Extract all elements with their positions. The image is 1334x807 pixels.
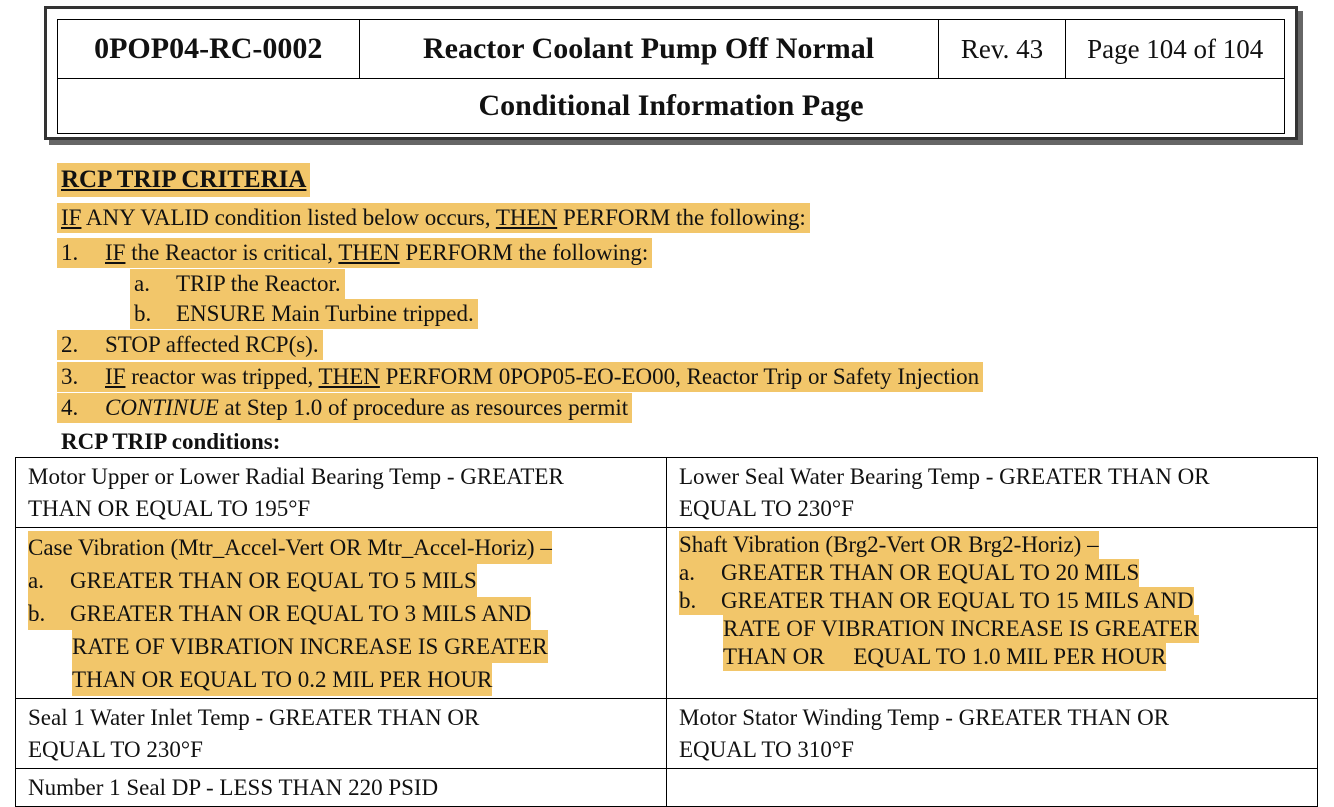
table-cell	[667, 528, 1318, 699]
table-cell	[667, 699, 1318, 769]
cell-line	[28, 597, 531, 630]
cell-line	[28, 564, 477, 597]
header-row	[57, 19, 1285, 79]
item-text: reactor was tripped,	[125, 364, 319, 389]
sub-item-letter: b.	[28, 601, 46, 626]
item-text: STOP affected RCP(s).	[105, 332, 319, 357]
table-row	[16, 699, 1318, 769]
list-item	[57, 330, 323, 360]
sub-item-letter: a.	[679, 560, 695, 585]
cell-line: Seal 1 Water Inlet Temp - GREATER THAN OR	[28, 705, 480, 730]
cell-line: Motor Upper or Lower Radial Bearing Temp - GREATER	[28, 464, 564, 489]
sub-item-letter: b.	[134, 301, 152, 326]
table-row	[16, 769, 1318, 807]
page-subtitle: Conditional Information Page	[57, 79, 1285, 134]
cell-line	[679, 559, 1139, 587]
list-item	[57, 238, 652, 268]
sub-item-letter: a.	[134, 271, 150, 296]
criteria-intro	[57, 203, 810, 233]
item-number: 3.	[61, 364, 79, 389]
cell-line: EQUAL TO 230°F	[679, 496, 854, 521]
sub-item-text: GREATER THAN OR EQUAL TO 5 MILS	[70, 568, 477, 593]
criteria-heading: RCP TRIP CRITERIA	[57, 163, 310, 197]
cell-line: Motor Stator Winding Temp - GREATER THAN OR	[679, 705, 1170, 730]
table-cell	[16, 699, 667, 769]
item-text: PERFORM the following:	[399, 240, 649, 265]
item-text: at Step 1.0 of procedure as resources permit	[218, 395, 629, 420]
intro-text: PERFORM the following:	[557, 205, 806, 230]
revision: Rev. 43	[939, 20, 1067, 78]
cell-line	[679, 587, 1194, 615]
if-keyword: IF	[105, 240, 126, 265]
list-item	[57, 393, 632, 423]
table-row	[16, 528, 1318, 699]
page-number: Page 104 of 104	[1087, 33, 1264, 64]
item-number: 4.	[61, 395, 79, 420]
cell-line: RATE OF VIBRATION INCREASE IS GREATER	[723, 616, 1199, 641]
conditions-table	[15, 457, 1318, 807]
cell-line: THAN OR EQUAL TO 1.0 MIL PER HOUR	[723, 644, 1167, 669]
cell-line: EQUAL TO 310°F	[679, 737, 854, 762]
sub-item	[130, 269, 345, 299]
item-text: PERFORM 0POP05-EO-EO00, Reactor Trip or Safety Injection	[379, 364, 980, 389]
if-keyword: IF	[61, 205, 82, 230]
sub-item-text: TRIP the Reactor.	[176, 271, 341, 296]
cell-line: EQUAL TO 230°F	[28, 737, 203, 762]
cell-line	[679, 772, 1305, 804]
conditions-heading: RCP TRIP conditions:	[61, 429, 281, 454]
table-cell	[667, 458, 1318, 528]
cell-line: THAN OR EQUAL TO 0.2 MIL PER HOUR	[72, 663, 492, 696]
sub-item-text: GREATER THAN OR EQUAL TO 15 MILS AND	[721, 588, 1194, 613]
item-text: the Reactor is critical,	[125, 240, 339, 265]
cell-line: THAN OR EQUAL TO 195°F	[28, 496, 311, 521]
then-keyword: THEN	[338, 240, 400, 265]
list-item	[57, 362, 983, 392]
doc-id: 0POP04-RC-0002	[58, 20, 360, 78]
table-cell	[16, 528, 667, 699]
cell-line: RATE OF VIBRATION INCREASE IS GREATER	[72, 630, 548, 663]
sub-item-text: GREATER THAN OR EQUAL TO 3 MILS AND	[70, 601, 532, 626]
cell-line: Number 1 Seal DP - LESS THAN 220 PSID	[28, 775, 439, 800]
intro-text: ANY VALID condition listed below occurs,	[81, 205, 496, 230]
cell-line: Lower Seal Water Bearing Temp - GREATER THAN OR	[679, 464, 1210, 489]
table-cell	[16, 458, 667, 528]
table-cell	[667, 769, 1318, 807]
table-cell	[16, 769, 667, 807]
cell-line: Shaft Vibration (Brg2-Vert OR Brg2-Horiz) –	[679, 532, 1099, 557]
procedure-header	[44, 6, 1298, 140]
continue-keyword: CONTINUE	[105, 395, 219, 420]
doc-title: Reactor Coolant Pump Off Normal	[360, 20, 939, 78]
sub-item	[130, 299, 478, 329]
item-number: 2.	[61, 332, 79, 357]
if-keyword: IF	[105, 364, 126, 389]
sub-item-letter: a.	[28, 568, 44, 593]
sub-item-text: ENSURE Main Turbine tripped.	[176, 301, 474, 326]
then-keyword: THEN	[318, 364, 380, 389]
item-number: 1.	[61, 240, 79, 265]
then-keyword: THEN	[495, 205, 558, 230]
sub-item-text: GREATER THAN OR EQUAL TO 20 MILS	[721, 560, 1140, 585]
cell-line: Case Vibration (Mtr_Accel-Vert OR Mtr_Accel-Horiz) –	[28, 531, 552, 564]
table-row	[16, 458, 1318, 528]
sub-item-letter: b.	[679, 588, 697, 613]
